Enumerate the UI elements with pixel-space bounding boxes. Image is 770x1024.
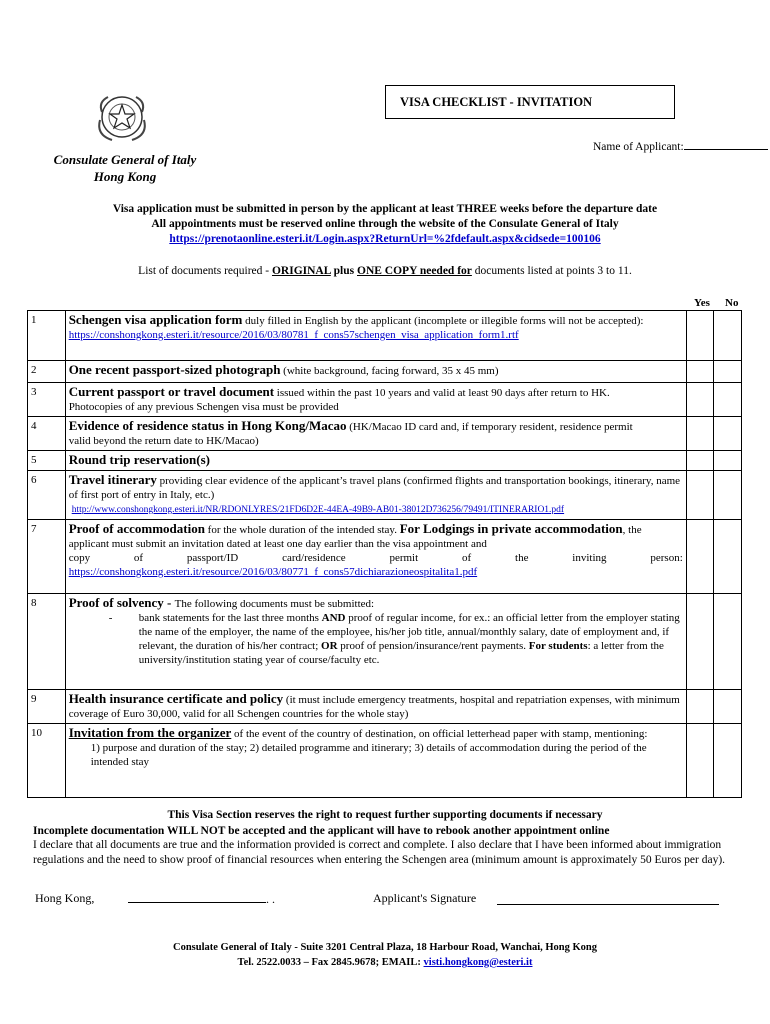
item-text: issued within the past 10 years and valid at least 90 days after return to HK. (274, 387, 610, 399)
date-field[interactable] (128, 892, 275, 907)
no-checkbox[interactable] (714, 417, 742, 451)
yes-checkbox[interactable] (686, 361, 714, 383)
item-heading: One recent passport-sized photograph (68, 362, 281, 377)
list-dash: - (108, 612, 113, 624)
consulate-name: Consulate General of Italy (53, 152, 197, 167)
checklist-row (28, 383, 742, 417)
item-description (65, 361, 686, 383)
item-text: (white background, facing forward, 35 x 45 mm) (280, 365, 499, 377)
email-link[interactable]: visti.hongkong@esteri.it (423, 957, 533, 968)
date-line[interactable] (128, 892, 266, 903)
italian-emblem-icon (92, 90, 152, 145)
docs-one-copy: ONE COPY needed for (357, 265, 472, 277)
checklist-row (28, 471, 742, 520)
item-text: , the applicant must submit an invitation dated at least one day earlier than the visa appointment and (68, 524, 642, 550)
item-text: For students (528, 640, 588, 652)
docs-suffix: documents listed at points 3 to 11. (471, 265, 632, 277)
no-column-header: No (725, 297, 739, 309)
item-description (65, 311, 686, 361)
document-title: VISA CHECKLIST - INVITATION (385, 85, 675, 119)
item-number: 6 (28, 471, 66, 520)
yes-checkbox[interactable] (686, 690, 714, 724)
accommodation-link[interactable]: https://conshongkong.esteri.it/resource/2016/03/80771_f_cons57dichiarazioneospitalita1.pdf (68, 566, 478, 578)
item-description (65, 520, 686, 594)
item-description (65, 471, 686, 520)
no-checkbox[interactable] (714, 383, 742, 417)
item-text: valid beyond the return date to HK/Macao) (68, 435, 259, 447)
item-number: 8 (28, 594, 66, 690)
item-number: 5 (28, 451, 66, 471)
item-text: proof of pension/insurance/rent payments. (337, 640, 529, 652)
applicant-name-line[interactable] (684, 139, 768, 150)
date-dots: . . (266, 892, 275, 906)
item-number: 2 (28, 361, 66, 383)
checklist-row (28, 311, 742, 361)
yes-checkbox[interactable] (686, 417, 714, 451)
no-checkbox[interactable] (714, 690, 742, 724)
item-text: for the whole duration of the intended stay. (204, 524, 400, 536)
incomplete-notice: Incomplete documentation WILL NOT be accepted and the applicant will have to rebook another appointment online (33, 825, 610, 837)
item-text: (it must include emergency treatments, hospital and repatriation expenses, with minimum coverage of Euro 30,000, valid for all Schengen countries for the whole stay) (68, 694, 680, 720)
place-label: Hong Kong, (35, 891, 95, 905)
signature-line[interactable] (497, 892, 719, 910)
item-heading: Current passport or travel document (68, 384, 275, 399)
item-text: 1) purpose and duration of the stay; 2) detailed programme and itinerary; 3) details of accommodation during the period of the intended stay (90, 742, 647, 768)
submission-notice: Visa application must be submitted in person by the applicant at least THREE weeks before the departure date (112, 203, 658, 215)
item-description (65, 594, 686, 690)
item-text: OR (321, 640, 338, 652)
consulate-contact (0, 955, 770, 970)
item-number: 9 (28, 690, 66, 724)
item-number: 7 (28, 520, 66, 594)
documents-required (0, 265, 770, 277)
item-text: : a letter from the university/institution stating year of course/faculty etc. (138, 640, 664, 666)
item-number: 3 (28, 383, 66, 417)
yes-checkbox[interactable] (686, 520, 714, 594)
signature-label: Applicant's Signature (373, 891, 477, 905)
item-heading: Round trip reservation(s) (68, 452, 210, 467)
checklist-row (28, 594, 742, 690)
item-text: The following documents must be submitted: (174, 598, 375, 610)
no-checkbox[interactable] (714, 724, 742, 798)
docs-plus: plus (330, 265, 357, 277)
item-description (65, 690, 686, 724)
item-text: copy of passport/ID card/residence permit of the inviting person: (68, 552, 683, 564)
item-heading: Invitation from the organizer (68, 725, 232, 740)
no-checkbox[interactable] (714, 311, 742, 361)
item-text: proof of regular income, for ex.: an official letter from the employer stating the name of the employer, the name of the employee, his/her job title, annual/monthly salary, date of employment and, if relevant, the duration of his/her contract; (138, 612, 680, 652)
no-checkbox[interactable] (714, 520, 742, 594)
consulate-address: Consulate General of Italy - Suite 3201 Central Plaza, 18 Harbour Road, Wanchai, Hong Kong (173, 942, 597, 953)
item-number: 10 (28, 724, 66, 798)
yes-checkbox[interactable] (686, 471, 714, 520)
item-heading: Health insurance certificate and policy (68, 691, 284, 706)
yes-checkbox[interactable] (686, 451, 714, 471)
checklist-row (28, 361, 742, 383)
item-text: duly filled in English by the applicant (incomplete or illegible forms will not be accepted): (242, 315, 644, 327)
yes-checkbox[interactable] (686, 594, 714, 690)
docs-original: ORIGINAL (271, 265, 331, 277)
item-number: 1 (28, 311, 66, 361)
item-heading: Proof of solvency - (68, 595, 175, 610)
item-text: AND (321, 612, 346, 624)
item-number: 4 (28, 417, 66, 451)
item-description (65, 417, 686, 451)
declaration-text: I declare that all documents are true and the information provided is correct and complete. I also declare that I have been informed about immigration regulations and the need to show proof of financial resources when entering the Schengen area (minimum amount is approximately 50 Euros per day). (33, 839, 726, 866)
checklist-row (28, 724, 742, 798)
checklist-row (28, 520, 742, 594)
item-text: of the event of the country of destination, on official letterhead paper with stamp, mentioning: (231, 728, 648, 740)
item-text: bank statements for the last three months (138, 612, 322, 624)
reserve-notice: This Visa Section reserves the right to request further supporting documents if necessary (167, 809, 603, 821)
item-heading: Travel itinerary (68, 472, 157, 487)
item-heading: Schengen visa application form (68, 312, 243, 327)
no-checkbox[interactable] (714, 471, 742, 520)
application-form-link[interactable]: https://conshongkong.esteri.it/resource/2016/03/80781_f_cons57schengen_visa_application_form1.rtf (68, 329, 519, 341)
applicant-name-field[interactable] (593, 139, 768, 153)
item-text: (HK/Macao ID card and, if temporary resident, residence permit (346, 421, 633, 433)
item-text: providing clear evidence of the applicant’s travel plans (confirmed flights and transportation bookings, itinerary, name of first port of entry in Italy, etc.) (68, 475, 681, 501)
consulate-city: Hong Kong (93, 169, 157, 184)
checklist-row (28, 690, 742, 724)
solvency-list (69, 611, 683, 667)
docs-prefix: List of documents required - (138, 265, 272, 277)
item-description (65, 724, 686, 798)
item-heading: Proof of accommodation (68, 521, 205, 536)
yes-column-header: Yes (694, 297, 710, 309)
item-heading: For Lodgings in private accommodation (399, 521, 623, 536)
yes-checkbox[interactable] (686, 311, 714, 361)
checklist-table (27, 310, 742, 798)
item-heading: Evidence of residence status in Hong Kong/Macao (68, 418, 347, 433)
solvency-details (139, 611, 683, 667)
yes-checkbox[interactable] (686, 383, 714, 417)
appointment-link[interactable]: https://prenotaonline.esteri.it/Login.aspx?ReturnUrl=%2fdefault.aspx&cidsede=100106 (169, 233, 601, 245)
itinerary-link[interactable]: http://www.conshongkong.esteri.it/NR/RDONLYRES/21FD6D2E-44EA-49B9-AB01-38012D736256/79491/ITINERARIO1.pdf (71, 505, 565, 515)
item-description (65, 451, 686, 471)
item-text: Photocopies of any previous Schengen visa must be provided (68, 401, 339, 413)
no-checkbox[interactable] (714, 594, 742, 690)
appointment-notice: All appointments must be reserved online through the website of the Consulate General of Italy (151, 218, 619, 230)
item-description (65, 383, 686, 417)
no-checkbox[interactable] (714, 361, 742, 383)
applicant-name-label: Name of Applicant: (593, 141, 684, 153)
checklist-row (28, 451, 742, 471)
yes-checkbox[interactable] (686, 724, 714, 798)
no-checkbox[interactable] (714, 451, 742, 471)
checklist-row (28, 417, 742, 451)
contact-phone-fax: Tel. 2522.0033 – Fax 2845.9678; EMAIL: (237, 957, 424, 968)
